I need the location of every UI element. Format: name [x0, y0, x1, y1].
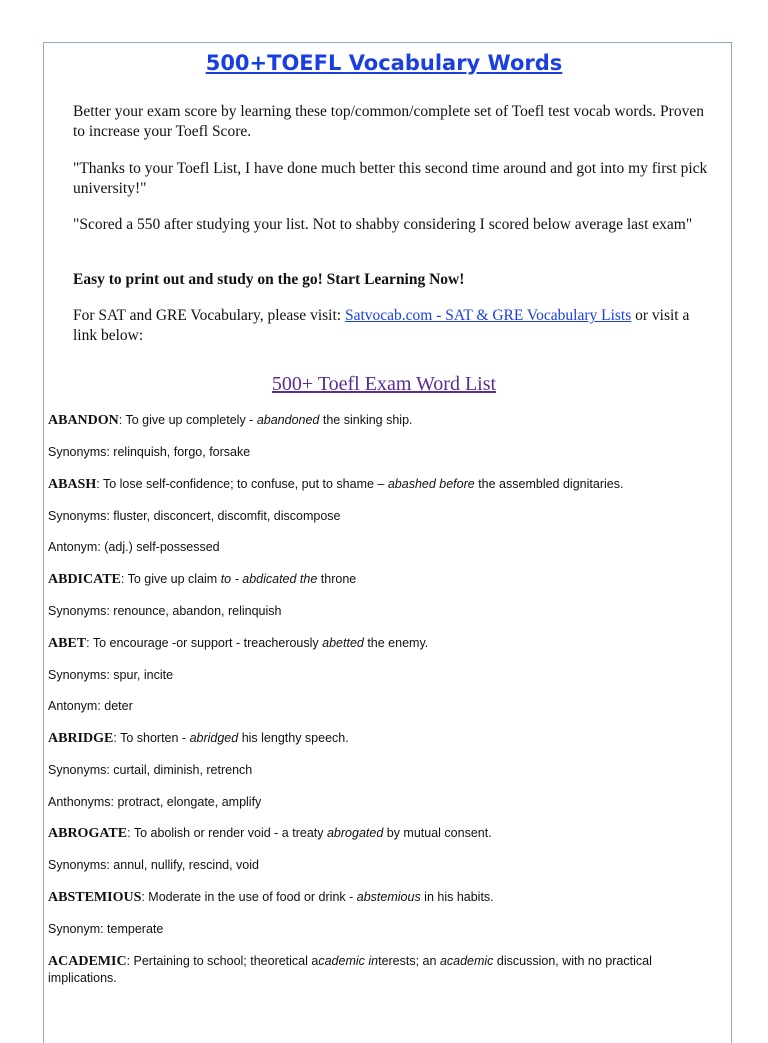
entry-headword: ABASH — [48, 477, 97, 492]
visit-text-after: or visit a link below: — [73, 307, 690, 344]
entry-example: to - abdicated the — [220, 572, 318, 586]
satvocab-link[interactable]: Satvocab.com - SAT & GRE Vocabulary Lists — [344, 307, 632, 324]
entry-definition-rest: the enemy. — [363, 636, 429, 650]
entry-note: Synonyms: spur, incite — [48, 668, 174, 682]
visit-text-before: For SAT and GRE Vocabulary, please visit: — [73, 307, 345, 324]
word-entry-abandon — [48, 412, 708, 429]
word-entry-abrogate — [48, 825, 708, 842]
entry-definition-rest: throne — [317, 572, 357, 586]
intro-cta — [73, 270, 713, 290]
word-list-heading[interactable]: 500+ Toefl Exam Word List — [271, 373, 497, 395]
entry-definition: : To encourage -or support - treacherously — [86, 636, 323, 650]
intro-testimonial-1 — [73, 159, 713, 199]
word-entry-abstemious — [48, 889, 708, 906]
word-entry-abdicate — [48, 571, 708, 588]
intro-visit-line — [73, 306, 713, 346]
entry-note: Anthonyms: protract, elongate, amplify — [48, 795, 262, 809]
entry-definition-rest: the sinking ship. — [319, 413, 413, 427]
entry-example: abetted — [322, 636, 364, 650]
intro-testimonial-2 — [73, 215, 713, 235]
entry-example: abandoned — [256, 413, 320, 427]
word-entry-abash — [48, 476, 708, 493]
entry-note: Synonyms: relinquish, forgo, forsake — [48, 445, 251, 459]
entry-headword: ABET — [48, 636, 87, 651]
entry-definition-rest-2: discussion, with no practical implications. — [48, 954, 652, 985]
entry-note: Antonym: (adj.) self-possessed — [48, 540, 220, 554]
entry-definition-rest: in his habits. — [420, 890, 494, 904]
intro-paragraph-1 — [73, 102, 713, 142]
entry-note: Synonyms: annul, nullify, rescind, void — [48, 858, 259, 872]
page-title[interactable]: 500+TOEFL Vocabulary Words — [205, 51, 563, 75]
entry-headword: ABRIDGE — [48, 731, 114, 746]
word-entry-academic — [48, 953, 708, 986]
entry-example-2: academic — [439, 954, 494, 968]
entry-headword: ABANDON — [48, 413, 119, 428]
entry-note: Synonym: temperate — [48, 922, 164, 936]
entry-example: abridged — [189, 731, 239, 745]
entry-note: Synonyms: fluster, disconcert, discomfit, discompose — [48, 509, 341, 523]
entry-headword: ABDICATE — [48, 572, 121, 587]
cta-text: Easy to print out and study on the go! Start Learning Now! — [73, 271, 465, 288]
word-entry-abridge — [48, 730, 708, 747]
entry-headword: ACADEMIC — [48, 954, 127, 969]
entry-definition: : To shorten - — [113, 731, 190, 745]
entry-definition: : To give up claim — [120, 572, 221, 586]
entry-example: abrogated — [326, 826, 384, 840]
entry-example: abashed before — [387, 477, 475, 491]
entry-note: Antonym: deter — [48, 699, 133, 713]
entry-definition-rest: terests; an — [378, 954, 440, 968]
testimonial-text-1: "Thanks to your Toefl List, I have done much better this second time around and got into my first pick university!" — [73, 160, 708, 197]
testimonial-text-2: "Scored a 550 after studying your list. Not to shabby considering I scored below average last exam" — [73, 216, 693, 233]
entry-definition: : To give up completely - — [118, 413, 257, 427]
entry-definition: : Pertaining to school; theoretical a — [126, 954, 319, 968]
entry-definition-rest: the assembled dignitaries. — [474, 477, 624, 491]
entry-note: Synonyms: renounce, abandon, relinquish — [48, 604, 282, 618]
intro-text-1: Better your exam score by learning these top/common/complete set of Toefl test vocab words. Proven to increase your Toefl Score. — [73, 103, 704, 140]
entry-definition: : To abolish or render void - a treaty — [127, 826, 327, 840]
entry-definition: : Moderate in the use of food or drink - — [141, 890, 357, 904]
entry-example: cademic in — [318, 954, 379, 968]
entry-headword: ABSTEMIOUS — [48, 890, 142, 905]
word-entry-abet — [48, 635, 708, 652]
entry-note: Synonyms: curtail, diminish, retrench — [48, 763, 253, 777]
entry-definition: : To lose self-confidence; to confuse, put to shame – — [96, 477, 388, 491]
entry-headword: ABROGATE — [48, 826, 128, 841]
entry-example: abstemious — [356, 890, 421, 904]
entry-definition-rest: by mutual consent. — [383, 826, 492, 840]
entry-definition-rest: his lengthy speech. — [238, 731, 349, 745]
